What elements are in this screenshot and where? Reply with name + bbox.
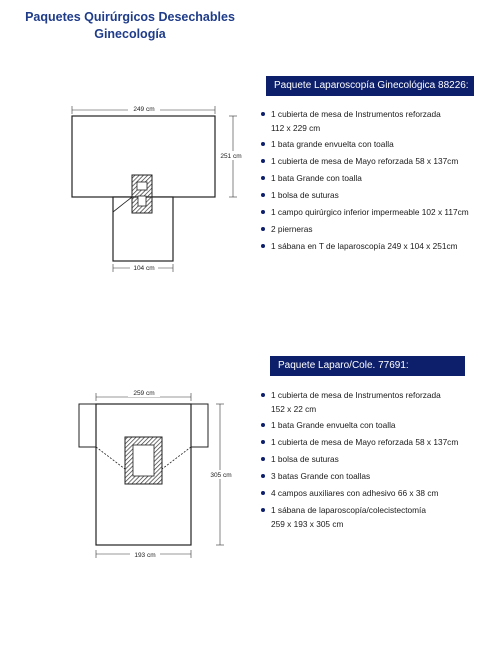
list-item: 1 bata Grande envuelta con toalla bbox=[261, 417, 476, 434]
list-item: 1 campo quirúrgico inferior impermeable 102 x 117cm bbox=[261, 204, 476, 221]
pack1-width-label: 249 cm bbox=[133, 106, 155, 113]
list-item: 1 cubierta de mesa de Instrumentos reforzada 112 x 229 cm bbox=[261, 106, 476, 136]
pack1-heading: Paquete Laparoscopía Ginecológica 88226: bbox=[266, 76, 474, 96]
list-item: 1 cubierta de mesa de Instrumentos reforzada 152 x 22 cm bbox=[261, 387, 476, 417]
pack2-bottom-label: 193 cm bbox=[134, 552, 156, 559]
list-item: 1 sábana de laparoscopía/colecistectomía 259 x 193 x 305 cm bbox=[261, 502, 476, 532]
pack1-height-label: 251 cm bbox=[220, 153, 242, 160]
page-subtitle: Ginecología bbox=[94, 27, 166, 41]
list-item: 1 bolsa de suturas bbox=[261, 451, 476, 468]
list-item: 4 campos auxiliares con adhesivo 66 x 38 cm bbox=[261, 485, 476, 502]
list-item: 1 sábana en T de laparoscopía 249 x 104 x 251cm bbox=[261, 238, 476, 255]
list-item: 2 pierneras bbox=[261, 221, 476, 238]
list-item: 1 bata grande envuelta con toalla bbox=[261, 136, 476, 153]
list-item: 1 bolsa de suturas bbox=[261, 187, 476, 204]
pack2-width-label: 259 cm bbox=[133, 390, 155, 397]
page-title: Paquetes Quirúrgicos Desechables bbox=[25, 10, 235, 24]
pack2-heading: Paquete Laparo/Cole. 77691: bbox=[270, 356, 465, 376]
pack2-height-label: 305 cm bbox=[210, 472, 232, 479]
pack1-bottom-label: 104 cm bbox=[133, 265, 155, 272]
list-item: 1 bata Grande con toalla bbox=[261, 170, 476, 187]
pack2-item-list bbox=[261, 387, 476, 532]
drape-diagram-pack2 bbox=[79, 388, 236, 559]
pack1-item-list bbox=[261, 106, 476, 255]
list-item: 1 cubierta de mesa de Mayo reforzada 58 x 137cm bbox=[261, 153, 476, 170]
list-item: 1 cubierta de mesa de Mayo reforzada 58 x 137cm bbox=[261, 434, 476, 451]
list-item: 3 batas Grande con toallas bbox=[261, 468, 476, 485]
